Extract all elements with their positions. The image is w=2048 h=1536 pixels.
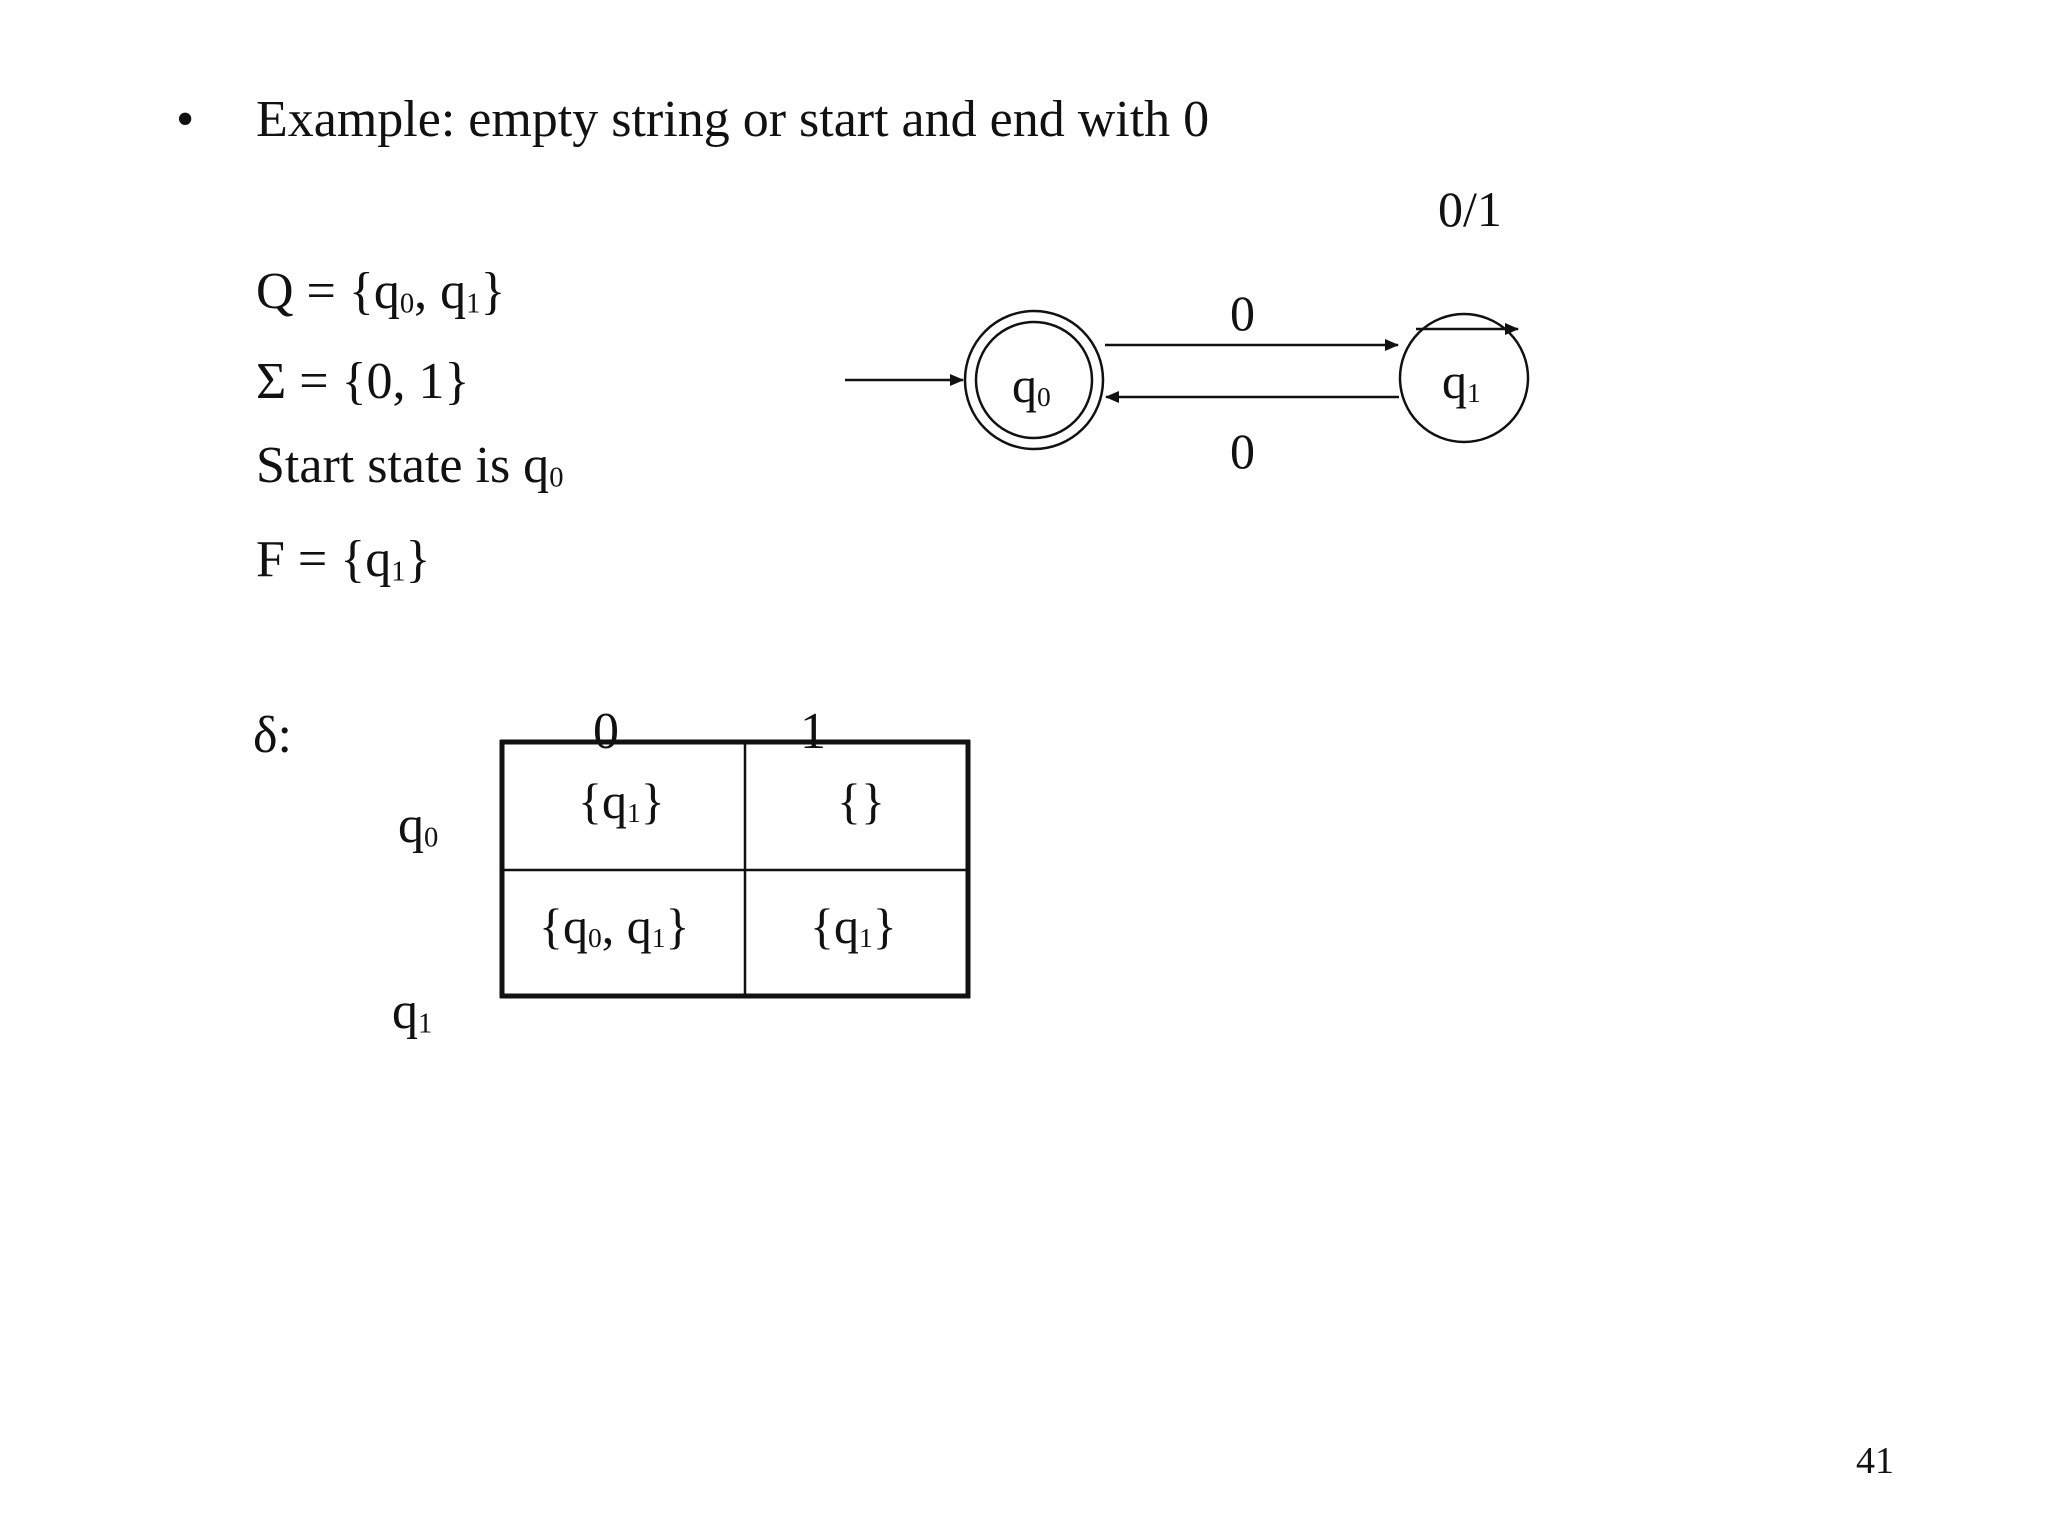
label-q0-to-q1: 0	[1230, 285, 1255, 341]
table-cell-q0-0: $\{q_1\}$	[578, 773, 665, 829]
label-q1-to-q0: 0	[1230, 423, 1255, 479]
transition-table-grid	[500, 740, 970, 998]
state-q1-label: $q_1$	[1442, 353, 1481, 409]
table-column-header-0: 0	[593, 703, 619, 760]
table-row-header-q1: $q_1$	[392, 983, 433, 1040]
page-number: 41	[1856, 1440, 1894, 1482]
slide-title: Example: empty string or start and end with 0	[256, 91, 1210, 148]
state-q0-label: $q_0$	[1012, 357, 1051, 413]
table-cell-q1-0: {$q_0$, $q_1$}	[539, 898, 690, 954]
definition-Q: $Q = \{q_0$, $q_1$}	[256, 263, 506, 320]
definition-start-state: Start state is $q_0$	[256, 437, 564, 494]
table-row-header-q0: $q_0$	[398, 797, 439, 854]
label-q1-self-loop: 0/1	[1438, 181, 1502, 237]
delta-label: δ:	[253, 707, 292, 764]
table-column-header-1: 1	[800, 703, 826, 760]
bullet: •	[176, 91, 195, 148]
definition-sigma: Σ = {0, 1}	[256, 353, 470, 410]
definition-F: $F = \{q_1\}$	[256, 531, 431, 588]
table-cell-q1-1: $\{q_1\}$	[810, 898, 897, 954]
table-cell-q0-1: {}	[837, 773, 885, 829]
